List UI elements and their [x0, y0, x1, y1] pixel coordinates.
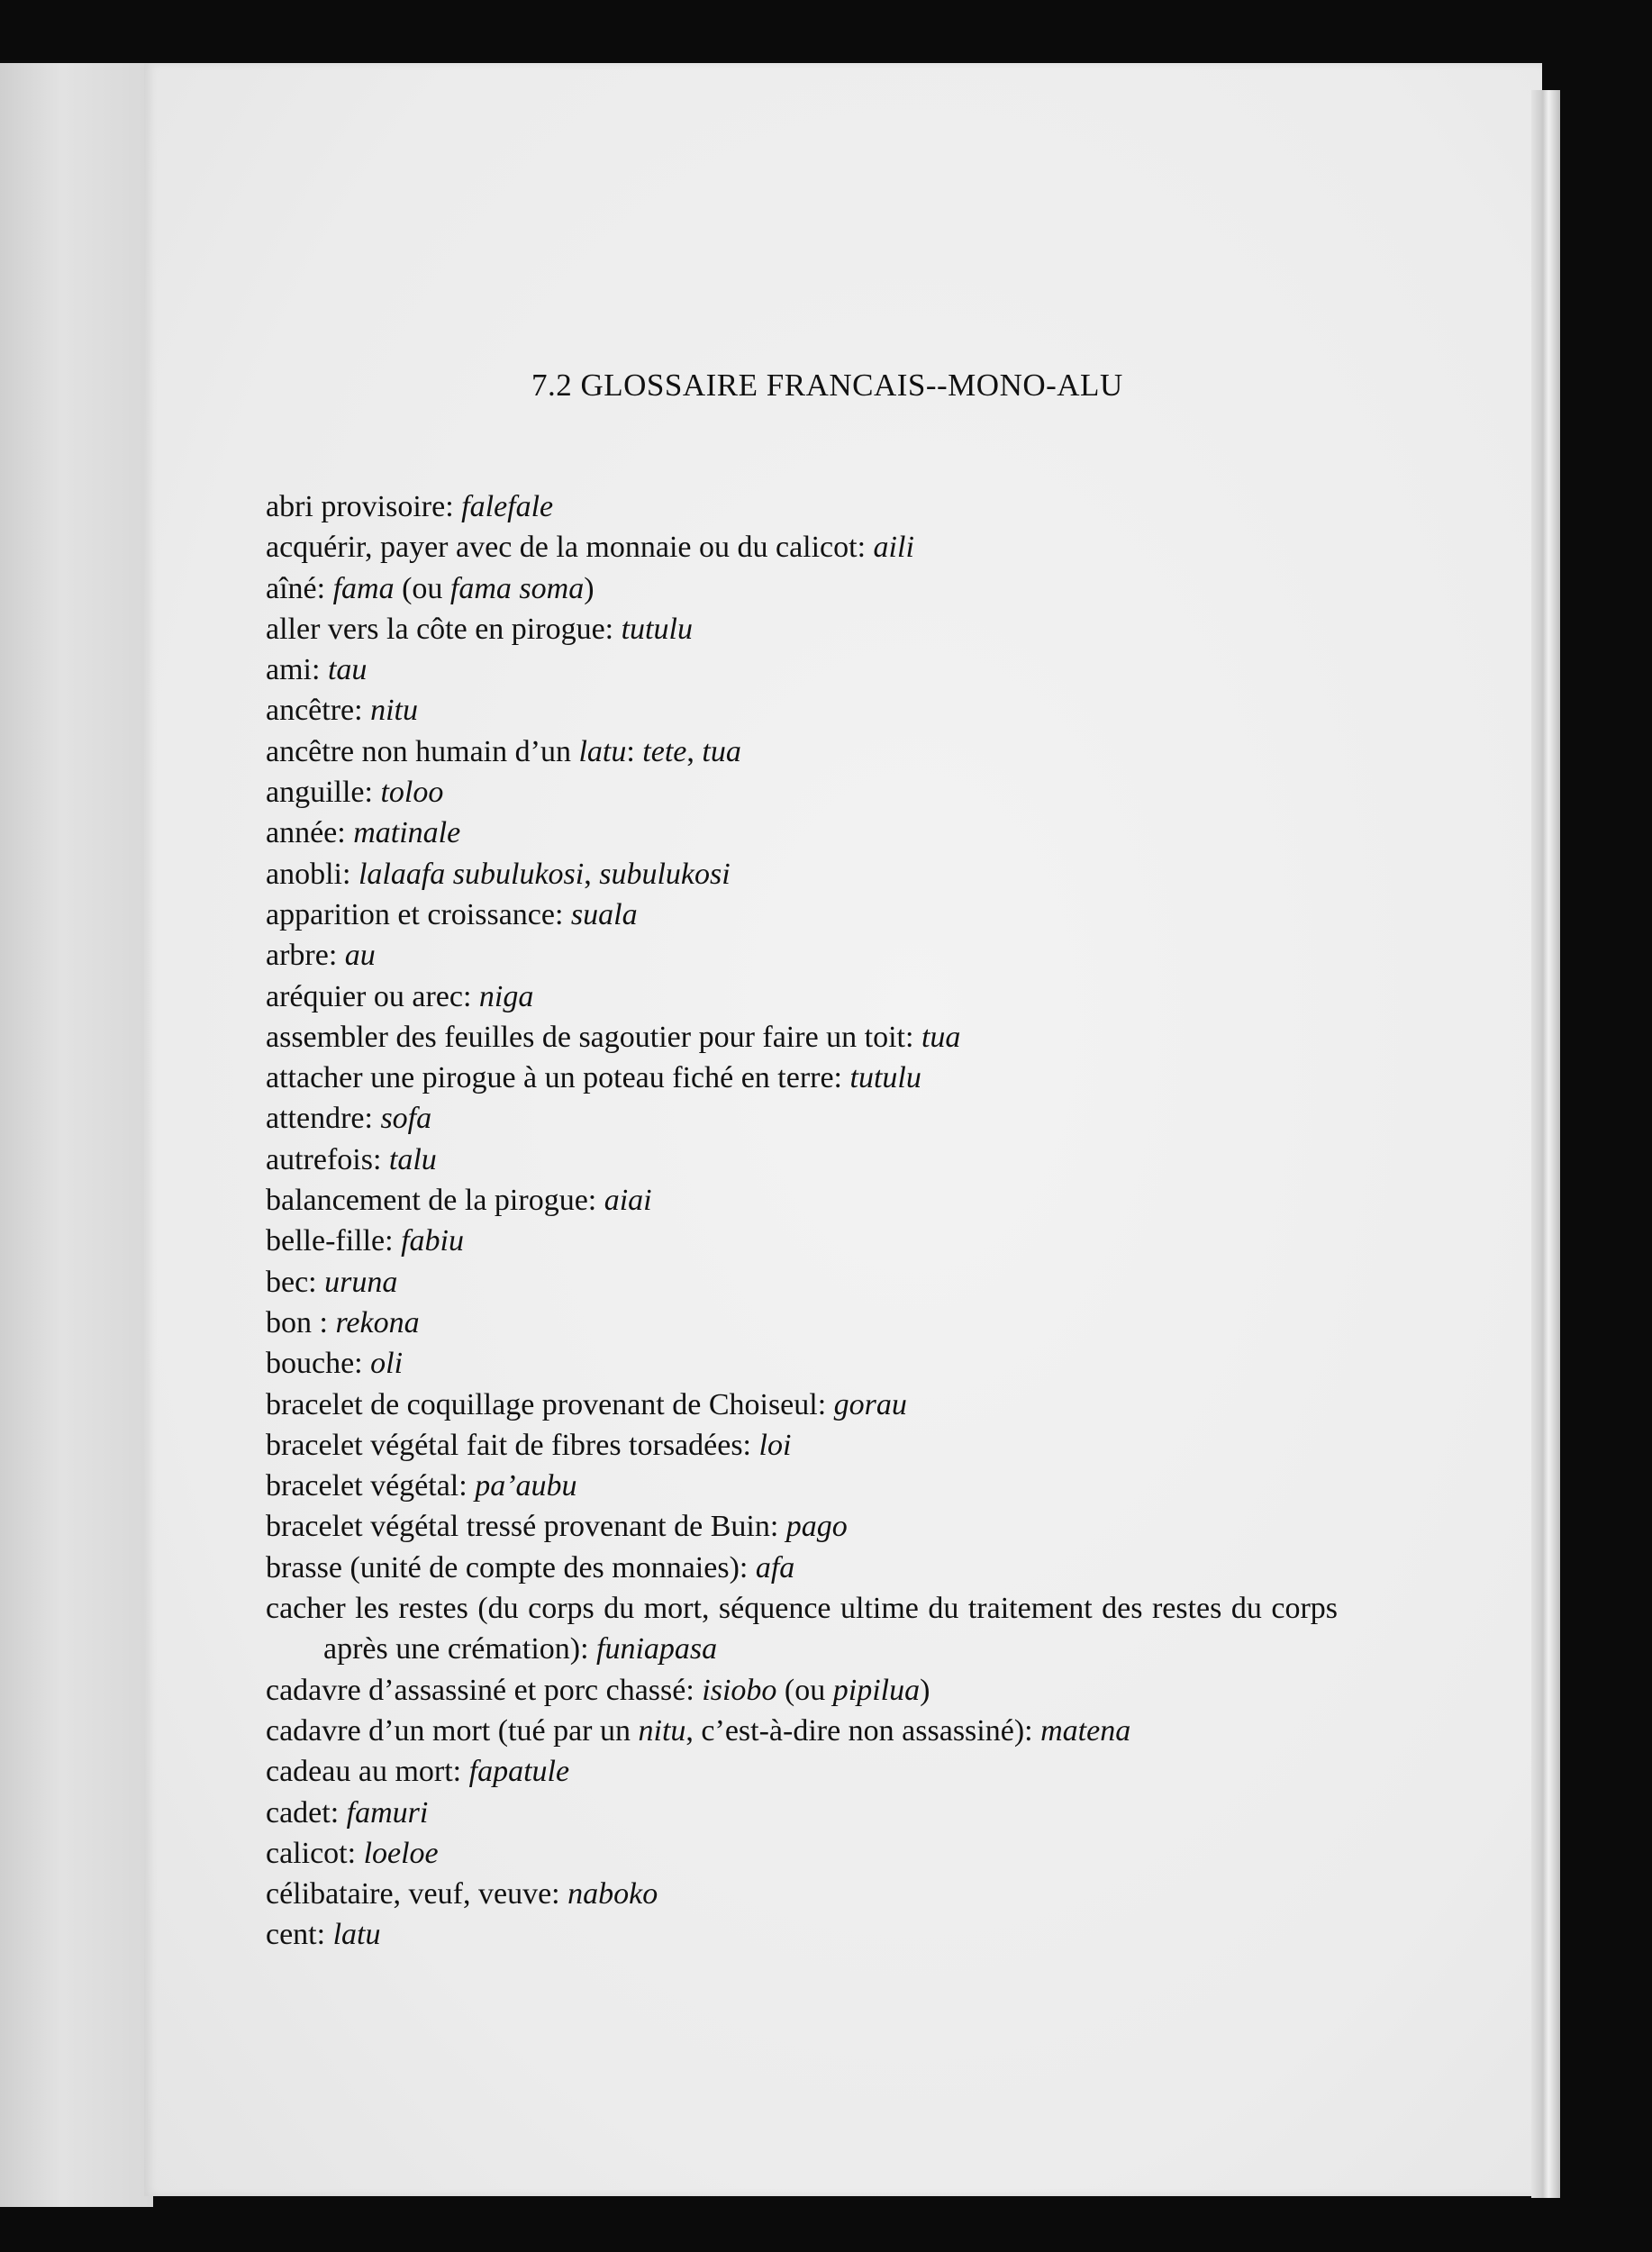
glossary-entry [266, 1874, 1338, 1914]
mono-alu-term: naboko [567, 1877, 658, 1911]
french-gloss: abri provisoire: [266, 490, 462, 523]
mono-alu-term: lalaafa subulukosi [358, 857, 585, 891]
french-gloss: autrefois: [266, 1142, 389, 1176]
page-title: 7.2 GLOSSAIRE FRANCAIS--MONO-ALU [531, 368, 1123, 403]
glossary-entry [266, 1098, 1338, 1139]
french-gloss: bouche: [266, 1347, 371, 1381]
mono-alu-term: gorau [833, 1387, 907, 1421]
french-gloss: belle-fille: [266, 1224, 402, 1258]
french-gloss: bec: [266, 1265, 325, 1299]
french-gloss: cadet: [266, 1795, 347, 1830]
mono-alu-term: tutulu [621, 612, 693, 646]
french-gloss: bracelet végétal fait de fibres torsadées: [266, 1428, 759, 1462]
glossary-entry [266, 772, 1338, 813]
glossary-entry [266, 731, 1338, 772]
mono-alu-term: subulukosi [599, 857, 731, 891]
mono-alu-term: oli [370, 1347, 404, 1381]
glossary-entry [266, 649, 1338, 690]
french-gloss: aîné: [266, 571, 333, 605]
french-gloss: bracelet de coquillage provenant de Choiseul: [266, 1387, 834, 1421]
mono-alu-term: fabiu [401, 1224, 465, 1258]
mono-alu-term: tua [921, 1020, 961, 1054]
glossary-entry [266, 854, 1338, 894]
mono-alu-term: sofa [380, 1102, 432, 1136]
glossary-entry [266, 1262, 1338, 1303]
mono-alu-term: au [344, 939, 376, 973]
mono-alu-term: rekona [335, 1305, 420, 1339]
french-gloss: aréquier ou arec: [266, 979, 479, 1013]
french-gloss: , c’est-à-dire non assassiné): [685, 1713, 1041, 1748]
glossary-entry [266, 1180, 1338, 1221]
mono-alu-term: toloo [380, 776, 444, 810]
glossary-entry [266, 1548, 1338, 1588]
mono-alu-term: suala [570, 897, 638, 931]
french-gloss: balancement de la pirogue: [266, 1184, 604, 1218]
french-gloss: cacher les restes (du corps du mort, séquence ultime du traitement des restes du corps après une crémation): [266, 1592, 1338, 1666]
french-gloss: bon : [266, 1305, 336, 1339]
french-gloss: attendre: [266, 1102, 381, 1136]
french-gloss: cent: [266, 1918, 333, 1952]
mono-alu-term: fapatule [468, 1755, 570, 1789]
mono-alu-term: nitu [638, 1713, 686, 1748]
mono-alu-term: aili [873, 531, 914, 565]
french-gloss: , [686, 734, 703, 768]
glossary-entry [266, 813, 1338, 853]
glossary-entry [266, 1221, 1338, 1261]
glossary-entry [266, 1588, 1338, 1670]
french-gloss: ancêtre: [266, 694, 371, 728]
mono-alu-term: tua [702, 734, 741, 768]
glossary-entry [266, 1343, 1338, 1384]
french-gloss: brasse (unité de compte des monnaies): [266, 1550, 756, 1585]
mono-alu-term: latu [578, 734, 627, 768]
mono-alu-term: falefale [461, 490, 554, 523]
french-gloss: attacher une pirogue à un poteau fiché en terre: [266, 1061, 850, 1095]
french-gloss: cadavre d’un mort (tué par un [266, 1713, 639, 1748]
french-gloss: aller vers la côte en pirogue: [266, 612, 622, 646]
glossary-entry [266, 1140, 1338, 1180]
mono-alu-term: uruna [324, 1265, 398, 1299]
glossary-entry [266, 486, 1338, 527]
mono-alu-term: nitu [370, 694, 418, 728]
french-gloss: (ou [776, 1673, 833, 1707]
mono-alu-term: tete [642, 734, 687, 768]
mono-alu-term: funiapasa [596, 1632, 718, 1666]
mono-alu-term: matena [1040, 1713, 1131, 1748]
glossary-entry [266, 1793, 1338, 1833]
glossary-entry [266, 1017, 1338, 1058]
glossary-entry [266, 1711, 1338, 1751]
glossary-entry [266, 1833, 1338, 1874]
mono-alu-term: isiobo [702, 1673, 777, 1707]
glossary-entry [266, 1751, 1338, 1792]
french-gloss: anobli: [266, 857, 359, 891]
glossary-entry [266, 894, 1338, 935]
glossary-entry [266, 976, 1338, 1017]
mono-alu-term: loi [758, 1428, 792, 1462]
mono-alu-term: tau [327, 653, 368, 687]
glossary-entry [266, 1466, 1338, 1506]
mono-alu-term: pago [785, 1510, 848, 1544]
mono-alu-term: aiai [604, 1184, 652, 1218]
right-page-edges [1531, 90, 1560, 2198]
glossary-list [266, 486, 1338, 1956]
mono-alu-term: niga [478, 979, 534, 1013]
left-page-edge [0, 63, 153, 2207]
french-gloss: bracelet végétal tressé provenant de Buin: [266, 1510, 786, 1544]
mono-alu-term: latu [332, 1918, 381, 1952]
glossary-entry [266, 1914, 1338, 1955]
french-gloss: anguille: [266, 776, 381, 810]
mono-alu-term: loeloe [363, 1836, 439, 1870]
glossary-entry [266, 1506, 1338, 1547]
french-gloss: cadeau au mort: [266, 1755, 469, 1789]
mono-alu-term: tutulu [849, 1061, 921, 1095]
french-gloss: , [584, 857, 600, 891]
french-gloss: cadavre d’assassiné et porc chassé: [266, 1673, 703, 1707]
french-gloss: apparition et croissance: [266, 897, 571, 931]
mono-alu-term: fama [332, 571, 395, 605]
mono-alu-term: talu [388, 1142, 437, 1176]
mono-alu-term: matinale [353, 816, 461, 850]
french-gloss: bracelet végétal: [266, 1469, 476, 1503]
french-gloss: arbre: [266, 939, 345, 973]
glossary-entry [266, 1058, 1338, 1098]
mono-alu-term: famuri [346, 1795, 429, 1830]
french-gloss: : [626, 734, 643, 768]
glossary-entry [266, 609, 1338, 649]
glossary-entry [266, 1670, 1338, 1711]
mono-alu-term: pipilua [832, 1673, 921, 1707]
french-gloss: acquérir, payer avec de la monnaie ou du calicot: [266, 531, 874, 565]
french-gloss: célibataire, veuf, veuve: [266, 1877, 568, 1911]
glossary-entry [266, 568, 1338, 609]
french-gloss: ancêtre non humain d’un [266, 734, 579, 768]
glossary-entry [266, 1425, 1338, 1466]
french-gloss: ami: [266, 653, 328, 687]
french-gloss: assembler des feuilles de sagoutier pour faire un toit: [266, 1020, 921, 1054]
french-gloss: ) [584, 571, 595, 605]
mono-alu-term: pa’aubu [475, 1469, 577, 1503]
french-gloss: calicot: [266, 1836, 364, 1870]
french-gloss: (ou [394, 571, 450, 605]
french-gloss: ) [920, 1673, 930, 1707]
french-gloss: année: [266, 816, 354, 850]
glossary-entry [266, 690, 1338, 731]
mono-alu-term: afa [755, 1550, 795, 1585]
glossary-entry [266, 527, 1338, 568]
glossary-entry [266, 1385, 1338, 1425]
mono-alu-term: fama soma [449, 571, 585, 605]
glossary-entry [266, 935, 1338, 976]
glossary-entry [266, 1303, 1338, 1343]
